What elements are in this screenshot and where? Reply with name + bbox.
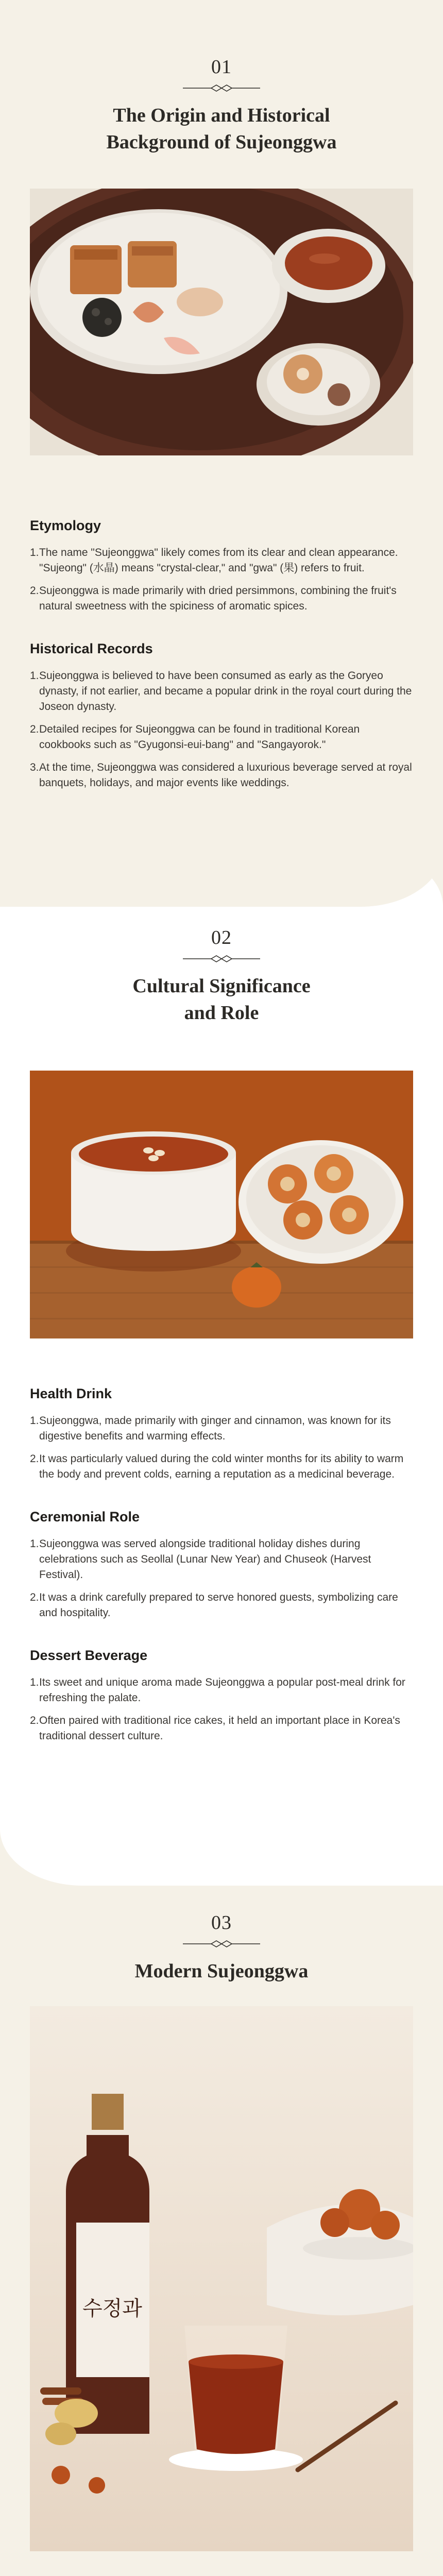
- numbered-list: [30, 668, 413, 791]
- section-header: [0, 56, 443, 156]
- section-title: Modern Sujeonggwa: [134, 1960, 309, 1982]
- text-block-historical-records: [30, 641, 413, 791]
- section-number: 03: [211, 1912, 232, 1934]
- ornament-divider-icon: [183, 83, 260, 93]
- list-item: 2. Detailed recipes for Sujeonggwa can be found in traditional Korean cookbooks such as "Gyugonsi-eui-bang" and "Sangayorok.": [30, 723, 360, 751]
- section-content: [30, 518, 413, 818]
- numbered-list: [30, 1675, 413, 1744]
- block-heading: Dessert Beverage: [30, 1648, 148, 1663]
- bottle-label-text: 수정과: [82, 2297, 142, 2320]
- list-item: 1. Sujeonggwa, made primarily with ginger and cinnamon, was known for its digestive benefits and warming effects.: [30, 1415, 391, 1442]
- list-item: 2. It was particularly valued during the cold winter months for its ability to warm the body and prevent colds, earning a reputation as a medicinal beverage.: [30, 1453, 404, 1480]
- section-cultural-role: [0, 907, 443, 1886]
- photo-bottled-sujeonggwa: [30, 2006, 413, 2551]
- text-block-health-drink: [30, 1386, 413, 1482]
- section-title: The Origin and Historical Background of Sujeonggwa: [106, 105, 337, 153]
- text-block-ceremonial-role: [30, 1509, 413, 1621]
- list-item: 2. Sujeonggwa is made primarily with dried persimmons, combining the fruit's natural sweetness with the spiciness of aromatic spices.: [30, 585, 397, 612]
- block-heading: Historical Records: [30, 641, 153, 656]
- numbered-list: [30, 545, 413, 614]
- photo-traditional-platter: [30, 189, 413, 455]
- text-block-etymology: [30, 518, 413, 614]
- numbered-list: [30, 1536, 413, 1621]
- section-header: [0, 1911, 443, 1985]
- text-block-dessert-beverage: [30, 1648, 413, 1744]
- section-curve: [0, 1829, 443, 1886]
- list-item: 2. It was a drink carefully prepared to serve honored guests, symbolizing care and hospitality.: [30, 1591, 398, 1619]
- block-heading: Etymology: [30, 518, 101, 533]
- photo-bowl-and-persimmon-sweets: [30, 1071, 413, 1338]
- section-modern: [0, 1886, 443, 2576]
- ornament-divider-icon: [183, 954, 260, 963]
- block-heading: Ceremonial Role: [30, 1509, 140, 1524]
- section-number: 01: [211, 56, 232, 78]
- section-origin: [0, 0, 443, 907]
- section-title: Cultural Significance and Role: [132, 975, 311, 1024]
- list-item: 3. At the time, Sujeonggwa was considered a luxurious beverage served at royal banquets, holidays, and major events like weddings.: [30, 761, 412, 789]
- list-item: 1. Its sweet and unique aroma made Sujeonggwa a popular post-meal drink for refreshing the palate.: [30, 1676, 405, 1704]
- ornament-divider-icon: [183, 1939, 260, 1948]
- list-item: 1. The name "Sujeonggwa" likely comes from its clear and clean appearance. "Sujeong" (水晶) means "crystal-clear," and "gwa" (果) refers to fruit.: [30, 547, 398, 574]
- list-item: 1. Sujeonggwa is believed to have been consumed as early as the Goryeo dynasty, if not earlier, and became a popular drink in the royal court during the Joseon dynasty.: [30, 670, 412, 713]
- section-curve: [0, 850, 443, 907]
- block-heading: Health Drink: [30, 1386, 112, 1401]
- section-header: [0, 926, 443, 1026]
- section-number: 02: [211, 927, 232, 948]
- numbered-list: [30, 1413, 413, 1482]
- list-item: 1. Sujeonggwa was served alongside traditional holiday dishes during celebrations such as Seollal (Lunar New Year) and Chuseok (Harvest Festival).: [30, 1538, 371, 1581]
- section-content: [30, 1386, 413, 1771]
- list-item: 2. Often paired with traditional rice cakes, it held an important place in Korea's traditional dessert culture.: [30, 1715, 400, 1742]
